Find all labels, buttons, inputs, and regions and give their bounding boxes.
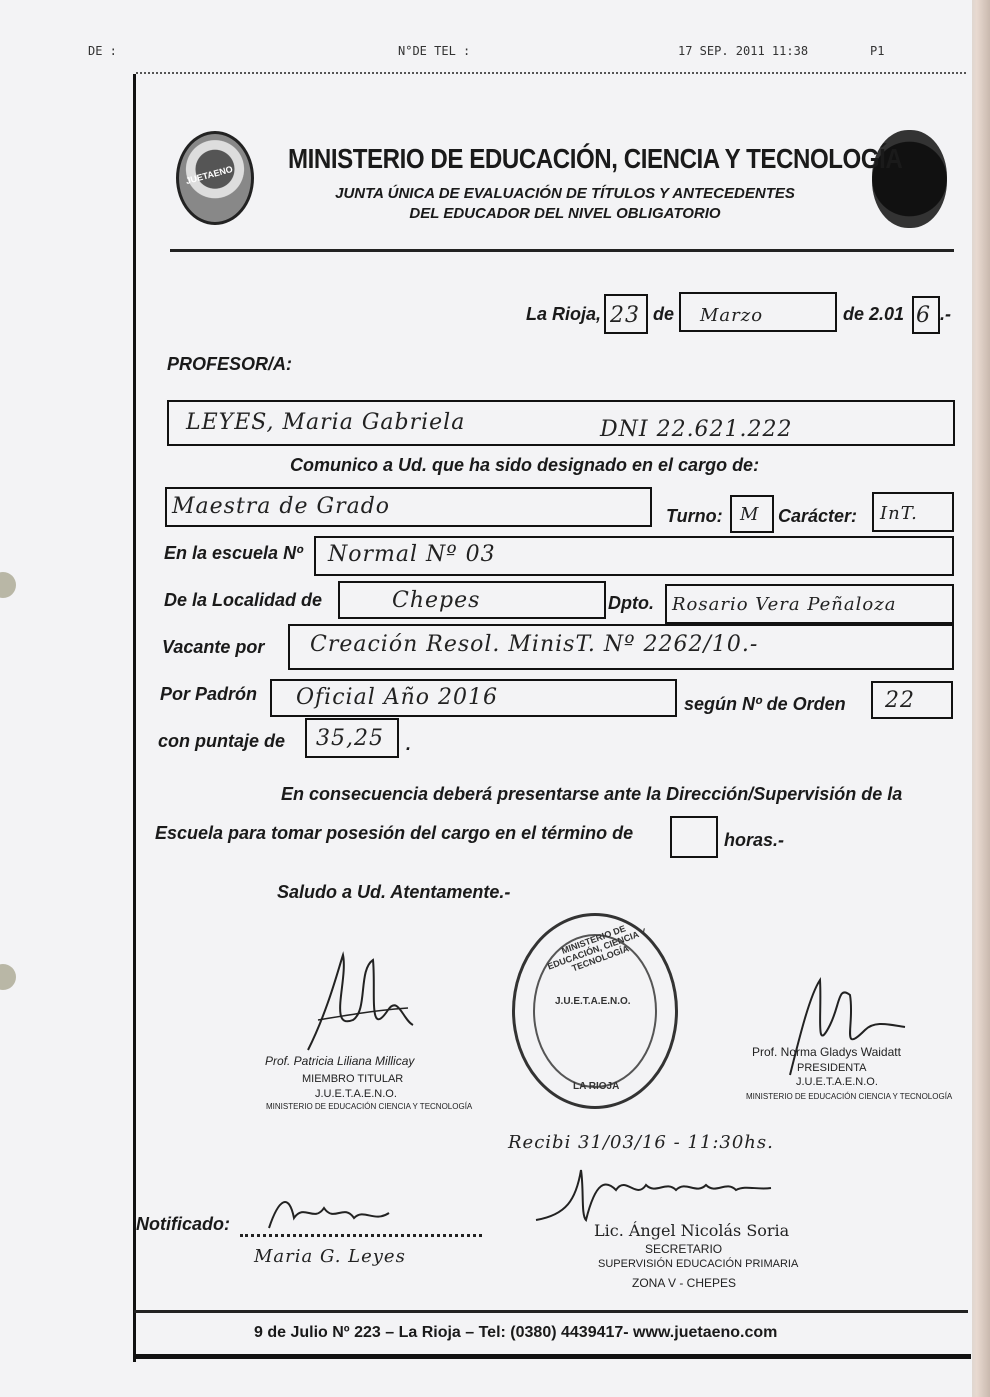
bottom-border: [133, 1354, 971, 1359]
fax-datetime: 17 SEP. 2011 11:38: [678, 44, 809, 58]
orden-value: 22: [885, 688, 915, 713]
footer-rule: [134, 1310, 968, 1313]
comunico-text: Comunico a Ud. que ha sido designado en el cargo de:: [290, 455, 760, 475]
dni-value: DNI 22.621.222: [600, 417, 793, 442]
dpto-label: Dpto.: [608, 593, 654, 613]
padron-label: Por Padrón: [160, 684, 258, 704]
profesor-name: LEYES, Maria Gabriela: [186, 410, 466, 435]
caracter-label: Carácter:: [778, 506, 858, 526]
notificado-name: Maria G. Leyes: [254, 1246, 406, 1267]
notificado-label: Notificado:: [136, 1214, 230, 1234]
localidad-value: Chepes: [392, 588, 481, 613]
junta-line-1: JUNTA ÚNICA DE EVALUACIÓN DE TÍTULOS Y ANTECEDENTES: [335, 185, 795, 202]
escuela-value: Normal Nº 03: [328, 542, 496, 567]
juetaeno-logo: JUETAENO: [176, 131, 254, 225]
year-digit: 6: [916, 303, 931, 328]
year-label: de 2.01: [843, 304, 905, 324]
escuela-label: En la escuela Nº: [164, 543, 303, 563]
city-label: La Rioja,: [526, 304, 602, 324]
day-value: 23: [610, 303, 640, 328]
consecuencia-line-1: En consecuencia deberá presentarse ante la Dirección/Supervisión de la: [281, 784, 903, 804]
junta-line-2: DEL EDUCADOR DEL NIVEL OBLIGATORIO: [409, 205, 721, 222]
puntaje-end: .: [406, 734, 412, 754]
puntaje-label: con puntaje de: [158, 731, 286, 751]
fax-tel: N°DE TEL :: [398, 44, 471, 58]
padron-value: Oficial Año 2016: [296, 685, 499, 710]
date-end: .-: [940, 304, 951, 324]
turno-value: M: [740, 504, 760, 525]
caracter-value: InT.: [880, 503, 918, 524]
left-border: [133, 74, 136, 1362]
right-signer-org: J.U.E.T.A.E.N.O.: [796, 1076, 878, 1088]
cargo-value: Maestra de Grado: [172, 494, 391, 519]
right-signer-ministry: MINISTERIO DE EDUCACIÓN CIENCIA Y TECNOLOGÍA: [746, 1092, 953, 1101]
consecuencia-line-2: Escuela para tomar posesión del cargo en el término de: [155, 823, 634, 843]
puntaje-value: 35,25: [316, 726, 384, 751]
ministry-title: MINISTERIO DE EDUCACIÓN, CIENCIA Y TECNOLOGÍA: [288, 143, 903, 174]
signature-notificado: [264, 1188, 394, 1238]
recibi-note: Recibi 31/03/16 - 11:30hs.: [508, 1132, 774, 1153]
soria-zona: ZONA V - CHEPES: [632, 1276, 737, 1290]
localidad-label: De la Localidad de: [164, 590, 323, 610]
de-label: de: [653, 304, 675, 324]
left-signer-role: MIEMBRO TITULAR: [302, 1073, 404, 1085]
horas-box[interactable]: [670, 816, 718, 858]
top-border: [136, 72, 966, 76]
right-signer-role: PRESIDENTA: [797, 1062, 867, 1074]
vacante-label: Vacante por: [162, 637, 265, 657]
vacante-value: Creación Resol. MinisT. Nº 2262/10.-: [310, 632, 759, 657]
right-signer-name: Prof. Norma Gladys Waidatt: [752, 1045, 901, 1059]
footer-address: 9 de Julio Nº 223 – La Rioja – Tel: (0380) 4439417- www.juetaeno.com: [254, 1324, 778, 1341]
dpto-value: Rosario Vera Peñaloza: [672, 594, 897, 615]
left-signer-name: Prof. Patricia Liliana Millicay: [265, 1054, 415, 1068]
soria-supervision: SUPERVISIÓN EDUCACIÓN PRIMARIA: [598, 1258, 799, 1270]
left-signer-ministry: MINISTERIO DE EDUCACIÓN CIENCIA Y TECNOLOGÍA: [266, 1102, 473, 1111]
signature-left: [298, 950, 418, 1060]
fax-de: DE :: [88, 44, 117, 58]
turno-label: Turno:: [666, 506, 723, 526]
fax-page: P1: [870, 44, 885, 58]
left-signer-org: J.U.E.T.A.E.N.O.: [315, 1088, 397, 1100]
soria-role: SECRETARIO: [645, 1242, 723, 1256]
month-value: Marzo: [700, 305, 764, 326]
orden-label: según Nº de Orden: [684, 694, 846, 714]
horas-label: horas.-: [724, 830, 785, 850]
header-rule: [170, 249, 954, 252]
soria-name: Lic. Ángel Nicolás Soria: [594, 1221, 790, 1240]
official-stamp: MINISTERIO DE EDUCACIÓN, CIENCIA Y TECNOLOGÍA J.U.E.T.A.E.N.O. LA RIOJA: [512, 913, 678, 1109]
saludo-text: Saludo a Ud. Atentamente.-: [277, 882, 511, 902]
profesor-label: PROFESOR/A:: [167, 354, 293, 374]
